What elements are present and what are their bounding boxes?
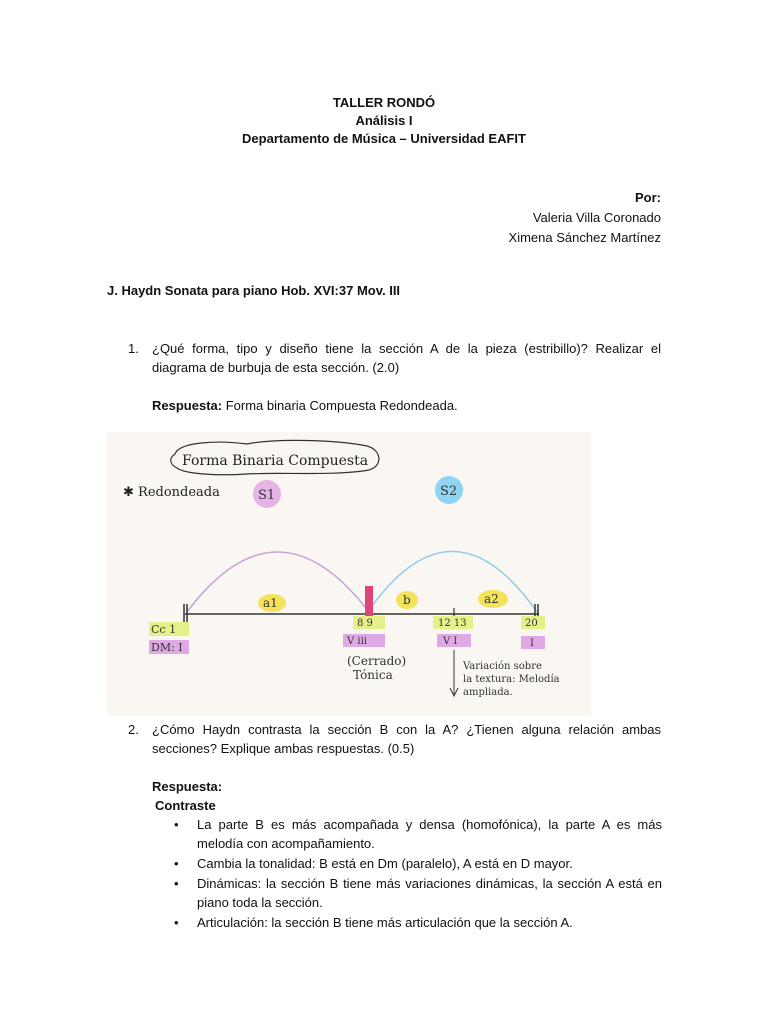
start-measure: Cc 1 [151, 623, 177, 636]
header-course: Análisis I [355, 113, 413, 128]
bullet: • [174, 876, 179, 891]
answer-2 [152, 777, 222, 796]
contrast-list [152, 815, 662, 933]
annotation-line: Variación sobre [463, 661, 542, 672]
s2-arc [369, 551, 537, 612]
bubble-diagram-svg [107, 432, 591, 716]
s2-label: S2 [440, 484, 458, 499]
list-item [152, 854, 662, 873]
bullet: • [174, 915, 179, 930]
m12-label: 12 13 [438, 618, 467, 629]
diagram-title: Forma Binaria Compuesta [182, 453, 369, 469]
question-2 [128, 720, 661, 758]
list-item [152, 913, 662, 932]
m8-label: 8 9 [357, 618, 373, 629]
bullet: • [174, 817, 179, 832]
answer-text: Forma binaria Compuesta Redondeada. [222, 398, 458, 413]
question-text: ¿Qué forma, tipo y diseño tiene la sección A de la pieza (estribillo)? Realizar el diagrama de burbuja de esta sección. (2.0) [152, 341, 661, 375]
document-header [0, 94, 768, 148]
section-divider [365, 586, 373, 620]
author-name: Valeria Villa Coronado [532, 210, 661, 225]
list-item-text: Articulación: la sección B tiene más articulación que la sección A. [197, 915, 573, 930]
list-item [152, 815, 662, 853]
contrast-heading: Contraste [155, 798, 216, 813]
answer-1 [152, 396, 458, 415]
bullet: • [174, 856, 179, 871]
list-item-text: Dinámicas: la sección B tiene más variaciones dinámicas, la sección A está en piano toda la sección. [197, 876, 662, 910]
header-department: Departamento de Música – Universidad EAFIT [242, 131, 526, 146]
annotation-line: la textura: Melodía [463, 674, 560, 685]
piece-title: J. Haydn Sonata para piano Hob. XVI:37 Mov. III [107, 283, 401, 298]
answer-label: Respuesta: [152, 779, 223, 794]
annotation-line: ampliada. [463, 687, 513, 698]
bubble-diagram-photo [107, 432, 591, 716]
question-number: 2. [128, 722, 139, 737]
m8-harmony: V iii [347, 636, 367, 647]
list-item-text: Cambia la tonalidad: B está en Dm (paralelo), A está en D mayor. [197, 856, 573, 871]
header-title: TALLER RONDÓ [332, 95, 436, 110]
b-label: b [403, 593, 411, 607]
start-harmony: DM: I [151, 641, 183, 654]
question-text: ¿Cómo Haydn contrasta la sección B con la A? ¿Tienen alguna relación ambas secciones? Explique ambas respuestas. (0.5) [152, 722, 661, 756]
list-item-text: La parte B es más acompañada y densa (homofónica), la parte A es más melodía con acompañamiento. [197, 817, 662, 851]
question-1 [128, 339, 661, 377]
list-item [152, 874, 662, 912]
question-number: 1. [128, 341, 139, 356]
answer-label: Respuesta: [152, 398, 223, 413]
author-name: Ximena Sánchez Martínez [508, 230, 661, 245]
a1-label: a1 [263, 596, 278, 610]
m20-label: 20 [525, 618, 538, 629]
cadence-label: (Cerrado) [347, 654, 407, 668]
authors-block [509, 188, 661, 248]
m12-harmony: V I [443, 636, 458, 647]
authors-by-label: Por: [635, 190, 661, 205]
s1-label: S1 [258, 488, 276, 503]
tonic-label: Tónica [353, 668, 393, 682]
a2-label: a2 [484, 592, 499, 606]
m20-harmony: I [530, 638, 534, 649]
diagram-subtitle: ✱ Redondeada [123, 485, 220, 500]
